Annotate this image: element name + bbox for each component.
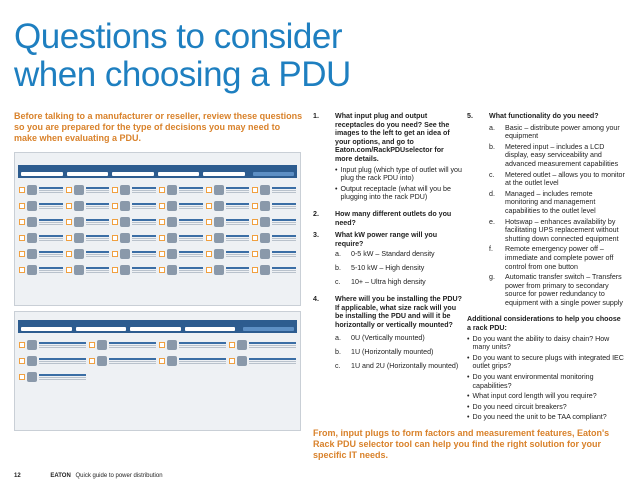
- selector-tile: [159, 184, 203, 196]
- question-text: What functionality do you need?: [489, 112, 599, 120]
- plug-icon: [260, 233, 270, 243]
- plug-icon: [27, 217, 37, 227]
- list-item: a. 0-5 kW – Standard density: [335, 250, 435, 259]
- selector-tile: [206, 264, 250, 276]
- plug-icon: [74, 201, 84, 211]
- checkbox-icon: [229, 358, 235, 364]
- plug-icon: [260, 249, 270, 259]
- selector-tile: [19, 371, 86, 383]
- plug-icon: [74, 249, 84, 259]
- plug-icon: [27, 340, 37, 350]
- plug-icon: [167, 340, 177, 350]
- plug-icon: [120, 201, 130, 211]
- checkbox-icon: [159, 267, 165, 273]
- checkbox-icon: [206, 267, 212, 273]
- plug-icon: [167, 201, 177, 211]
- selector-tile: [66, 264, 110, 276]
- checkbox-icon: [159, 203, 165, 209]
- list-item: c. Metered outlet – allows you to monitor at the outlet level: [489, 170, 625, 188]
- additional-heading: Additional considerations to help you choose a rack PDU:: [467, 315, 621, 333]
- selector-filter-bar: [18, 320, 297, 333]
- plug-icon: [120, 233, 130, 243]
- selector-tile: [19, 184, 63, 196]
- list-item: g. Automatic transfer switch – Transfers power from primary to secondary source for power redundancy to equipment with a single power supply: [489, 273, 623, 307]
- plug-icon: [260, 201, 270, 211]
- questions-column-right: [467, 112, 625, 426]
- plug-icon: [214, 201, 224, 211]
- selector-tile: [159, 216, 203, 228]
- selector-tile: [206, 232, 250, 244]
- checkbox-icon: [252, 219, 258, 225]
- checkbox-icon: [66, 203, 72, 209]
- checkbox-icon: [206, 235, 212, 241]
- plug-icon: [74, 265, 84, 275]
- plug-icon: [167, 185, 177, 195]
- selector-tile: [66, 248, 110, 260]
- question-2: [313, 210, 463, 227]
- plug-icon: [74, 217, 84, 227]
- selector-tile: [159, 200, 203, 212]
- checkbox-icon: [19, 235, 25, 241]
- selector-note-placeholder: [15, 153, 300, 165]
- plug-icon: [27, 265, 37, 275]
- checkbox-icon: [252, 235, 258, 241]
- list-item: b. Metered input – includes a LCD display, easy serviceability and advanced measurement capabilities: [489, 142, 619, 168]
- question-1: [313, 112, 463, 206]
- selector-tile: [66, 184, 110, 196]
- checkbox-icon: [206, 219, 212, 225]
- checkbox-icon: [159, 342, 165, 348]
- plug-icon: [27, 249, 37, 259]
- receptacle-selector-screenshot: [14, 311, 301, 431]
- selector-tile: [252, 216, 296, 228]
- plug-icon: [120, 249, 130, 259]
- checkbox-icon: [66, 187, 72, 193]
- list-item: b. 1U (Horizontally mounted): [335, 348, 434, 357]
- checkbox-icon: [229, 342, 235, 348]
- plug-icon: [167, 217, 177, 227]
- plug-grid: [15, 178, 300, 282]
- question-text: What input plug and output receptacles do you need? See the images to the left to get an idea of your options, and go to Eaton.com/RackPDUselector for more details.: [335, 112, 450, 163]
- caption-text: From, input plugs to form factors and measurement features, Eaton's Rack PDU selector tool can help you find the right solution for your specific IT needs.: [313, 428, 610, 460]
- checkbox-icon: [252, 203, 258, 209]
- plug-icon: [97, 356, 107, 366]
- selector-tile: [112, 200, 156, 212]
- selector-tile: [89, 355, 156, 367]
- list-item: • Do you want to secure plugs with integrated IEC outlet grips?: [467, 353, 624, 371]
- plug-icon: [74, 185, 84, 195]
- plug-icon: [27, 185, 37, 195]
- selector-tile: [89, 339, 156, 351]
- selector-tile: [19, 339, 86, 351]
- list-item: • Do you want environmental monitoring capabilities?: [467, 373, 594, 390]
- plug-icon: [27, 372, 37, 382]
- plug-icon: [260, 265, 270, 275]
- plug-icon: [120, 265, 130, 275]
- plug-icon: [214, 249, 224, 259]
- plug-icon: [167, 249, 177, 259]
- selector-tile: [159, 355, 226, 367]
- question-text: Where will you be installing the PDU? If applicable, what size rack will you be installing the PDU and will it be horizontally or vertically mounted?: [335, 295, 462, 329]
- question-3: [313, 231, 463, 291]
- selector-tile: [252, 264, 296, 276]
- plug-icon: [167, 356, 177, 366]
- plug-icon: [237, 356, 247, 366]
- checkbox-icon: [66, 251, 72, 257]
- selector-tile: [206, 200, 250, 212]
- question-5: [467, 112, 625, 311]
- document-title: Quick guide to power distribution: [75, 473, 163, 479]
- list-item: a. 0U (Vertically mounted): [335, 334, 425, 343]
- plug-icon: [120, 185, 130, 195]
- checkbox-icon: [159, 219, 165, 225]
- plug-icon: [214, 233, 224, 243]
- checkbox-icon: [159, 187, 165, 193]
- checkbox-icon: [19, 267, 25, 273]
- receptacle-grid: [15, 333, 300, 389]
- selector-tile: [112, 264, 156, 276]
- selector-tile: [112, 184, 156, 196]
- question-4: [313, 295, 463, 375]
- plug-icon: [260, 217, 270, 227]
- page-footer: [14, 473, 163, 479]
- list-item: f. Remote emergency power off – immediate and complete power off control from one button: [489, 245, 614, 271]
- checkbox-icon: [112, 251, 118, 257]
- list-item: e. Hotswap – enhances availability by facilitating UPS replacement without shutting down connected equipment: [489, 217, 619, 243]
- selector-tile: [19, 216, 63, 228]
- list-item: • Do you need the unit to be TAA compliant?: [467, 413, 607, 422]
- checkbox-icon: [112, 267, 118, 273]
- checkbox-icon: [66, 267, 72, 273]
- plug-icon: [214, 265, 224, 275]
- list-item: • What input cord length will you require?: [467, 392, 597, 401]
- selector-tile: [229, 355, 296, 367]
- selector-tile: [19, 264, 63, 276]
- plug-icon: [74, 233, 84, 243]
- selector-tile: [206, 248, 250, 260]
- question-text: How many different outlets do you need?: [335, 209, 452, 227]
- plug-icon: [214, 217, 224, 227]
- checkbox-icon: [159, 358, 165, 364]
- page-title: Questions to consider when choosing a PDU: [14, 17, 351, 94]
- plug-icon: [120, 217, 130, 227]
- list-item: • Do you need circuit breakers?: [467, 402, 567, 411]
- question-number: 3.: [313, 231, 319, 240]
- selector-tile: [252, 184, 296, 196]
- plug-icon: [27, 201, 37, 211]
- selector-tile: [19, 355, 86, 367]
- checkbox-icon: [252, 267, 258, 273]
- selector-tile: [19, 200, 63, 212]
- selector-tile: [206, 216, 250, 228]
- question-number: 5.: [467, 112, 473, 120]
- checkbox-icon: [19, 342, 25, 348]
- selector-tile: [252, 200, 296, 212]
- question-number: 4.: [313, 295, 319, 304]
- checkbox-icon: [159, 235, 165, 241]
- question-number: 1.: [313, 112, 319, 120]
- checkbox-icon: [112, 203, 118, 209]
- list-item: • Do you want the ability to daisy chain? How many units?: [467, 334, 610, 352]
- selector-tile: [19, 232, 63, 244]
- selector-note-placeholder: [15, 312, 300, 320]
- questions-column-left: [313, 112, 463, 379]
- checkbox-icon: [159, 251, 165, 257]
- plug-icon: [27, 233, 37, 243]
- selector-filter-bar: [18, 165, 297, 178]
- selector-tile: [112, 232, 156, 244]
- checkbox-icon: [19, 251, 25, 257]
- checkbox-icon: [112, 187, 118, 193]
- list-item: • Output receptacle (what will you be plugging into the rack PDU): [335, 184, 451, 202]
- plug-icon: [167, 265, 177, 275]
- selector-tile: [159, 339, 226, 351]
- checkbox-icon: [206, 251, 212, 257]
- plug-selector-screenshot: [14, 152, 301, 306]
- checkbox-icon: [66, 235, 72, 241]
- plug-icon: [27, 356, 37, 366]
- checkbox-icon: [89, 358, 95, 364]
- checkbox-icon: [19, 374, 25, 380]
- list-item: c. 1U and 2U (Horizontally mounted): [335, 361, 459, 370]
- plug-icon: [214, 185, 224, 195]
- selector-tile: [112, 248, 156, 260]
- checkbox-icon: [66, 219, 72, 225]
- question-text: What kW power range will you require?: [335, 231, 438, 248]
- selector-tile: [19, 248, 63, 260]
- selector-tile: [252, 248, 296, 260]
- selector-tile: [206, 184, 250, 196]
- plug-icon: [237, 340, 247, 350]
- plug-icon: [167, 233, 177, 243]
- selector-tile: [66, 232, 110, 244]
- selector-tile: [66, 200, 110, 212]
- selector-tile: [159, 264, 203, 276]
- plug-icon: [260, 185, 270, 195]
- checkbox-icon: [206, 187, 212, 193]
- checkbox-icon: [112, 235, 118, 241]
- checkbox-icon: [19, 203, 25, 209]
- plug-icon: [97, 340, 107, 350]
- checkbox-icon: [19, 187, 25, 193]
- selector-tile: [112, 216, 156, 228]
- page-number: 12: [14, 473, 21, 479]
- checkbox-icon: [252, 251, 258, 257]
- list-item: b. 5-10 kW – High density: [335, 263, 425, 272]
- selector-tile: [159, 232, 203, 244]
- selector-tile: [252, 232, 296, 244]
- list-item: c. 10+ – Ultra high density: [335, 277, 426, 286]
- list-item: • Input plug (which type of outlet will you plug the rack PDU into): [335, 165, 462, 183]
- intro-text: Before talking to a manufacturer or reseller, review these questions so you are prepared for the type of decisions you may need to make when evaluating a PDU.: [14, 111, 303, 143]
- list-item: d. Managed – includes remote monitoring and management capabilities to the outlet level: [489, 189, 596, 215]
- selector-tile: [229, 339, 296, 351]
- checkbox-icon: [206, 203, 212, 209]
- list-item: a. Basic – distribute power among your equipment: [489, 123, 620, 141]
- checkbox-icon: [89, 342, 95, 348]
- selector-tile: [66, 216, 110, 228]
- brand-name: EATON: [50, 473, 71, 479]
- checkbox-icon: [19, 358, 25, 364]
- selector-tile: [159, 248, 203, 260]
- checkbox-icon: [112, 219, 118, 225]
- question-number: 2.: [313, 209, 319, 218]
- checkbox-icon: [252, 187, 258, 193]
- checkbox-icon: [19, 219, 25, 225]
